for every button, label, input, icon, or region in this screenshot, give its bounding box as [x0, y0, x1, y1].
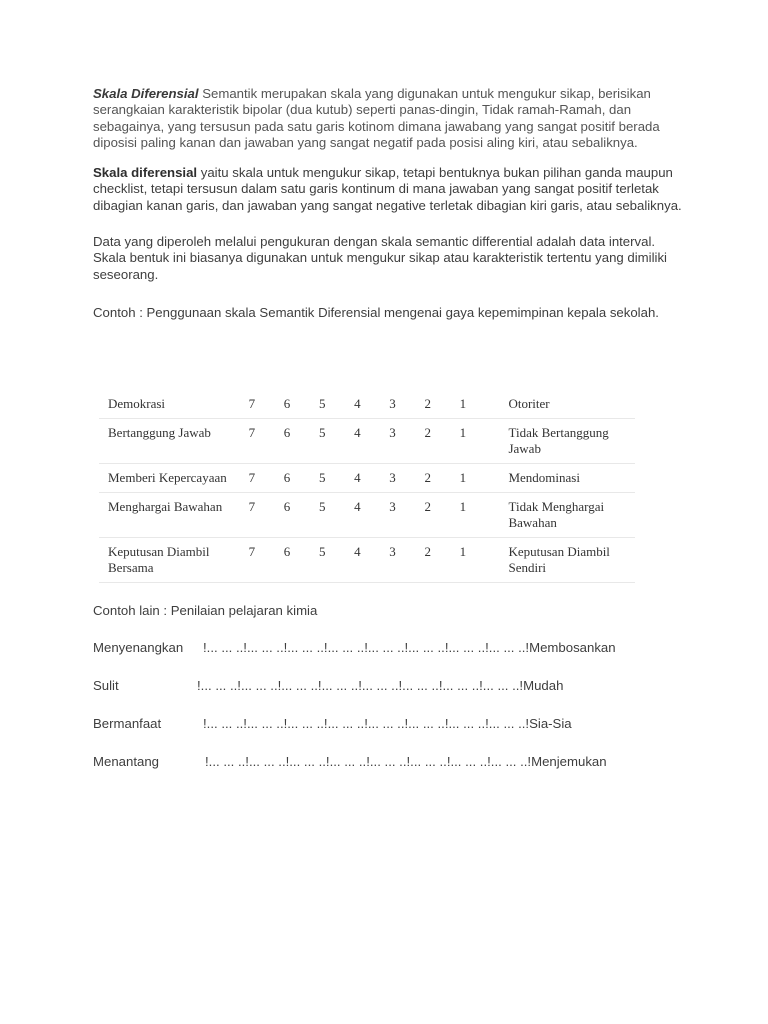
rating-left-label: Bermanfaat: [93, 716, 162, 731]
rating-row: [93, 716, 572, 731]
scale-score: 6: [269, 464, 304, 493]
scale-row: [99, 419, 635, 464]
scale-left-pole: Demokrasi: [99, 390, 234, 419]
scale-score: 1: [445, 390, 480, 419]
document-body: [93, 86, 683, 321]
scale-right-pole: Mendominasi: [480, 464, 635, 493]
scale-score: 6: [269, 493, 304, 538]
scale-score: 5: [305, 493, 340, 538]
rating-scale-line: !... ... ..!... ... ..!... ... ..!... ... ..!... ... ..!... ... ..!... ... ..!... ... ..!: [203, 640, 530, 655]
example-2-title: Contoh lain : Penilaian pelajaran kimia: [93, 603, 318, 618]
scale-right-pole: Otoriter: [480, 390, 635, 419]
rating-left-label: Sulit: [93, 678, 119, 693]
scale-score: 3: [375, 493, 410, 538]
scale-score: 1: [445, 419, 480, 464]
scale-score: 3: [375, 419, 410, 464]
scale-score: 5: [305, 390, 340, 419]
scale-score: 2: [410, 390, 445, 419]
scale-score: 4: [340, 493, 375, 538]
scale-score: 7: [234, 419, 269, 464]
scale-score: 7: [234, 538, 269, 583]
rating-scale-line: !... ... ..!... ... ..!... ... ..!... ... ..!... ... ..!... ... ..!... ... ..!... ... ..!: [205, 754, 532, 769]
scale-row: [99, 390, 635, 419]
rating-row: [93, 678, 563, 693]
scale-row: [99, 493, 635, 538]
scale-score: 7: [234, 464, 269, 493]
scale-score: 6: [269, 419, 304, 464]
rating-right-label: Membosankan: [529, 640, 616, 655]
rating-scale-line: !... ... ..!... ... ..!... ... ..!... ... ..!... ... ..!... ... ..!... ... ..!... ... ..!: [203, 716, 530, 731]
rating-row: [93, 640, 616, 655]
paragraph-example-heading: Contoh : Penggunaan skala Semantik Diferensial mengenai gaya kepemimpinan kepala sekolah.: [93, 304, 659, 320]
scale-score: 3: [375, 390, 410, 419]
scale-score: 6: [269, 390, 304, 419]
scale-right-pole: Tidak Menghargai Bawahan: [480, 493, 635, 538]
scale-score: 6: [269, 538, 304, 583]
scale-score: 5: [305, 538, 340, 583]
scale-score: 4: [340, 464, 375, 493]
scale-score: 3: [375, 464, 410, 493]
scale-score: 5: [305, 464, 340, 493]
rating-left-label: Menyenangkan: [93, 640, 184, 655]
rating-right-label: Sia-Sia: [529, 716, 572, 731]
scale-score: 4: [340, 419, 375, 464]
scale-score: 1: [445, 538, 480, 583]
scale-score: 2: [410, 419, 445, 464]
scale-right-pole: Tidak Bertanggung Jawab: [480, 419, 635, 464]
scale-score: 2: [410, 493, 445, 538]
scale-score: 7: [234, 390, 269, 419]
paragraph-definition-1: [93, 86, 683, 151]
scale-left-pole: Bertanggung Jawab: [99, 419, 234, 464]
scale-row: [99, 538, 635, 583]
rating-scale-line: !... ... ..!... ... ..!... ... ..!... ... ..!... ... ..!... ... ..!... ... ..!... ... ..!: [197, 678, 524, 693]
scale-right-pole: Keputusan Diambil Sendiri: [480, 538, 635, 583]
paragraph-definition-2: [93, 165, 683, 214]
scale-score: 2: [410, 538, 445, 583]
scale-table-body: [99, 390, 635, 583]
paragraph-2-lead: Skala diferensial: [93, 165, 198, 181]
scale-score: 4: [340, 390, 375, 419]
rating-left-label: Menantang: [93, 754, 159, 769]
rating-right-label: Mudah: [523, 678, 564, 693]
rating-right-label: Menjemukan: [531, 754, 607, 769]
semantic-differential-table: [99, 390, 635, 583]
scale-score: 7: [234, 493, 269, 538]
paragraph-data-interval: Data yang diperoleh melalui pengukuran dengan skala semantic differential adalah data interval. Skala bentuk ini biasanya digunakan untuk mengukur sikap atau karakteristik tertentu yang dimiliki seseorang.: [93, 234, 667, 282]
scale-score: 5: [305, 419, 340, 464]
scale-score: 1: [445, 464, 480, 493]
scale-score: 1: [445, 493, 480, 538]
paragraph-1-lead: Skala Diferensial: [93, 86, 199, 101]
paragraph-2-text: yaitu skala untuk mengukur sikap, tetapi bentuknya bukan pilihan ganda maupun checklist, tetapi tersusun dalam satu garis kontinum di mana jawaban yang sangat positif terletak dibagian kanan garis, dan jawaban yang sangat negative terletak dibagian kiri garis, atau sebaliknya.: [93, 165, 682, 213]
scale-left-pole: Keputusan Diambil Bersama: [99, 538, 234, 583]
paragraph-1-text: Semantik merupakan skala yang digunakan untuk mengukur sikap, berisikan serangkaian karakteristik bipolar (dua kutub) seperti panas-dingin, Tidak ramah-Ramah, dan sebagainya, yang tersusun pada satu garis kotinom dimana jawabang yang sangat positif berada diposisi paling kanan dan jawaban yang sangat negatif pada posisi aling kiri, atau sebaliknya.: [93, 86, 660, 150]
scale-row: [99, 464, 635, 493]
scale-score: 3: [375, 538, 410, 583]
scale-left-pole: Menghargai Bawahan: [99, 493, 234, 538]
scale-left-pole: Memberi Kepercayaan: [99, 464, 234, 493]
rating-row: [93, 754, 607, 769]
scale-score: 4: [340, 538, 375, 583]
scale-score: 2: [410, 464, 445, 493]
